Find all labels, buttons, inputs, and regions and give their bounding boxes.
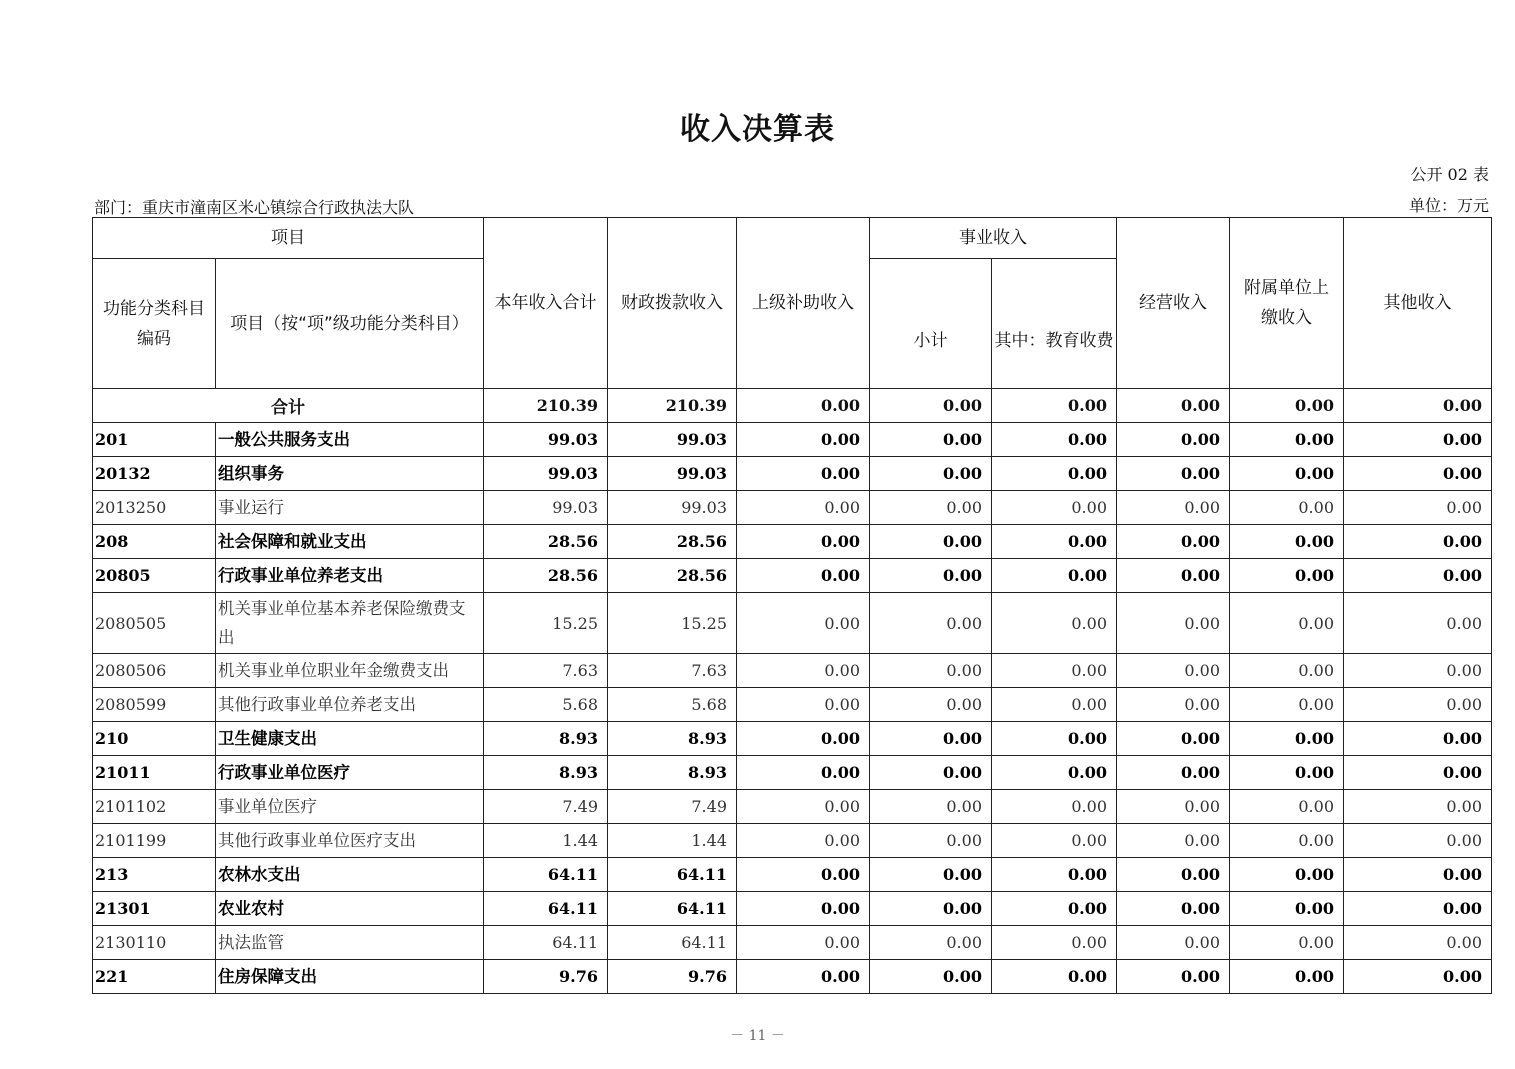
row-value: 0.00 (737, 858, 870, 892)
row-value: 0.00 (737, 525, 870, 559)
row-value: 0.00 (870, 960, 992, 994)
page-title: 收入决算表 (680, 112, 835, 147)
row-value: 8.93 (484, 722, 608, 756)
table-row (93, 790, 1492, 824)
row-value: 0.00 (992, 593, 1117, 654)
row-value: 0.00 (1230, 491, 1344, 525)
row-value: 5.68 (484, 688, 608, 722)
row-value: 0.00 (1230, 688, 1344, 722)
row-code: 2080505 (93, 593, 216, 654)
row-name: 其他行政事业单位养老支出 (216, 688, 484, 722)
total-cell: 0.00 (1117, 389, 1230, 423)
row-value: 0.00 (870, 688, 992, 722)
row-name: 事业运行 (216, 491, 484, 525)
row-value: 0.00 (992, 756, 1117, 790)
row-value: 0.00 (870, 926, 992, 960)
row-value: 0.00 (1230, 960, 1344, 994)
row-code: 21011 (93, 756, 216, 790)
row-value: 0.00 (992, 892, 1117, 926)
row-value: 64.11 (484, 892, 608, 926)
row-value: 0.00 (870, 892, 992, 926)
row-code: 2101199 (93, 824, 216, 858)
row-value: 0.00 (1117, 654, 1230, 688)
row-code: 210 (93, 722, 216, 756)
header-affiliated-income: 附属单位上缴收入 (1230, 218, 1344, 389)
row-name: 机关事业单位基本养老保险缴费支出 (216, 593, 484, 654)
row-value: 64.11 (484, 858, 608, 892)
row-value: 99.03 (484, 491, 608, 525)
row-value: 0.00 (1117, 491, 1230, 525)
form-code: 公开 02 表 (1410, 165, 1489, 184)
table-row (93, 593, 1492, 654)
row-name: 组织事务 (216, 457, 484, 491)
total-cell: 0.00 (992, 389, 1117, 423)
table-row (93, 722, 1492, 756)
row-value: 0.00 (1230, 654, 1344, 688)
row-value: 28.56 (608, 525, 737, 559)
row-value: 0.00 (1344, 722, 1492, 756)
row-value: 0.00 (1344, 457, 1492, 491)
table-row (93, 756, 1492, 790)
row-value: 0.00 (870, 790, 992, 824)
row-name: 住房保障支出 (216, 960, 484, 994)
row-value: 0.00 (1117, 722, 1230, 756)
row-value: 0.00 (992, 654, 1117, 688)
row-value: 0.00 (1117, 457, 1230, 491)
row-name: 一般公共服务支出 (216, 423, 484, 457)
row-value: 0.00 (1344, 525, 1492, 559)
row-value: 7.49 (608, 790, 737, 824)
row-value: 0.00 (1344, 423, 1492, 457)
row-value: 64.11 (484, 926, 608, 960)
row-value: 0.00 (992, 722, 1117, 756)
row-value: 64.11 (608, 892, 737, 926)
row-value: 64.11 (608, 926, 737, 960)
page-number: － 11 － (730, 1028, 785, 1044)
row-value: 0.00 (1344, 858, 1492, 892)
row-value: 15.25 (608, 593, 737, 654)
row-value: 8.93 (608, 756, 737, 790)
row-value: 0.00 (1230, 525, 1344, 559)
row-value: 0.00 (1117, 926, 1230, 960)
header-other-income: 其他收入 (1344, 218, 1492, 389)
row-code: 2130110 (93, 926, 216, 960)
row-value: 0.00 (737, 756, 870, 790)
row-value: 9.76 (608, 960, 737, 994)
row-code: 213 (93, 858, 216, 892)
row-value: 0.00 (870, 824, 992, 858)
header-total-income: 本年收入合计 (484, 218, 608, 389)
row-value: 8.93 (608, 722, 737, 756)
row-name: 执法监管 (216, 926, 484, 960)
row-value: 0.00 (1117, 824, 1230, 858)
row-value: 0.00 (737, 688, 870, 722)
row-value: 0.00 (870, 423, 992, 457)
row-value: 0.00 (1230, 457, 1344, 491)
row-value: 0.00 (1344, 756, 1492, 790)
table-row (93, 559, 1492, 593)
row-value: 0.00 (870, 722, 992, 756)
header-superior-income: 上级补助收入 (737, 218, 870, 389)
row-value: 0.00 (870, 457, 992, 491)
row-value: 7.49 (484, 790, 608, 824)
row-value: 0.00 (1344, 790, 1492, 824)
total-row (93, 389, 1492, 423)
row-value: 0.00 (870, 858, 992, 892)
row-name: 卫生健康支出 (216, 722, 484, 756)
table-row (93, 688, 1492, 722)
header-item-name: 项目（按“项”级功能分类科目） (216, 259, 484, 389)
row-value: 1.44 (608, 824, 737, 858)
row-value: 0.00 (992, 525, 1117, 559)
table-row (93, 654, 1492, 688)
row-name: 机关事业单位职业年金缴费支出 (216, 654, 484, 688)
row-value: 0.00 (1117, 593, 1230, 654)
row-name: 行政事业单位养老支出 (216, 559, 484, 593)
table-row (93, 457, 1492, 491)
row-value: 28.56 (484, 525, 608, 559)
row-name: 社会保障和就业支出 (216, 525, 484, 559)
row-value: 0.00 (870, 559, 992, 593)
row-value: 0.00 (870, 525, 992, 559)
row-code: 20132 (93, 457, 216, 491)
row-value: 0.00 (870, 593, 992, 654)
table-row (93, 525, 1492, 559)
row-value: 0.00 (1117, 790, 1230, 824)
total-label: 合计 (93, 389, 484, 423)
row-value: 0.00 (737, 593, 870, 654)
row-value: 0.00 (1117, 858, 1230, 892)
row-code: 221 (93, 960, 216, 994)
department-label: 部门：重庆市潼南区米心镇综合行政执法大队 (94, 198, 415, 217)
row-value: 0.00 (992, 457, 1117, 491)
row-value: 0.00 (1344, 960, 1492, 994)
row-value: 64.11 (608, 858, 737, 892)
row-value: 0.00 (737, 457, 870, 491)
row-value: 0.00 (1230, 559, 1344, 593)
row-code: 2013250 (93, 491, 216, 525)
row-name: 行政事业单位医疗 (216, 756, 484, 790)
header-education-fee: 其中：教育收费 (992, 259, 1117, 389)
table-row (93, 491, 1492, 525)
row-code: 21301 (93, 892, 216, 926)
row-value: 0.00 (1230, 926, 1344, 960)
row-value: 0.00 (1344, 654, 1492, 688)
row-name: 事业单位医疗 (216, 790, 484, 824)
row-value: 0.00 (1344, 824, 1492, 858)
table-row (93, 824, 1492, 858)
row-value: 0.00 (1344, 688, 1492, 722)
total-cell: 0.00 (1230, 389, 1344, 423)
row-value: 0.00 (737, 722, 870, 756)
row-value: 0.00 (1344, 593, 1492, 654)
total-cell: 210.39 (608, 389, 737, 423)
row-value: 0.00 (1230, 593, 1344, 654)
row-value: 0.00 (992, 688, 1117, 722)
table-row (93, 960, 1492, 994)
row-code: 2101102 (93, 790, 216, 824)
row-value: 7.63 (484, 654, 608, 688)
row-value: 0.00 (1230, 722, 1344, 756)
row-value: 0.00 (737, 559, 870, 593)
row-value: 0.00 (1117, 960, 1230, 994)
row-value: 0.00 (1344, 892, 1492, 926)
row-value: 0.00 (992, 790, 1117, 824)
header-subtotal: 小计 (870, 259, 992, 389)
row-value: 8.93 (484, 756, 608, 790)
row-value: 99.03 (484, 457, 608, 491)
row-value: 0.00 (870, 756, 992, 790)
total-cell: 210.39 (484, 389, 608, 423)
row-value: 0.00 (992, 926, 1117, 960)
row-value: 99.03 (608, 491, 737, 525)
row-value: 0.00 (870, 654, 992, 688)
row-value: 7.63 (608, 654, 737, 688)
row-name: 农业农村 (216, 892, 484, 926)
row-value: 0.00 (992, 559, 1117, 593)
row-value: 15.25 (484, 593, 608, 654)
row-value: 0.00 (870, 491, 992, 525)
row-value: 0.00 (1230, 858, 1344, 892)
row-value: 0.00 (1117, 423, 1230, 457)
total-cell: 0.00 (737, 389, 870, 423)
row-value: 0.00 (737, 423, 870, 457)
row-value: 0.00 (1230, 423, 1344, 457)
row-value: 0.00 (992, 858, 1117, 892)
row-value: 0.00 (737, 926, 870, 960)
header-business-income: 事业收入 (870, 218, 1117, 259)
table-row (93, 423, 1492, 457)
row-value: 0.00 (1230, 824, 1344, 858)
row-value: 0.00 (1344, 559, 1492, 593)
row-value: 99.03 (608, 457, 737, 491)
row-value: 0.00 (1344, 491, 1492, 525)
row-value: 99.03 (608, 423, 737, 457)
row-value: 0.00 (737, 790, 870, 824)
row-value: 0.00 (737, 960, 870, 994)
row-value: 99.03 (484, 423, 608, 457)
header-operating-income: 经营收入 (1117, 218, 1230, 389)
row-code: 2080599 (93, 688, 216, 722)
row-name: 其他行政事业单位医疗支出 (216, 824, 484, 858)
row-value: 0.00 (1230, 892, 1344, 926)
row-value: 0.00 (1117, 525, 1230, 559)
unit-label: 单位：万元 (1408, 196, 1489, 215)
row-code: 2080506 (93, 654, 216, 688)
row-value: 28.56 (484, 559, 608, 593)
row-value: 0.00 (737, 824, 870, 858)
table-row (93, 858, 1492, 892)
row-code: 201 (93, 423, 216, 457)
row-code: 20805 (93, 559, 216, 593)
row-value: 0.00 (992, 423, 1117, 457)
total-cell: 0.00 (1344, 389, 1492, 423)
row-value: 0.00 (737, 892, 870, 926)
income-settlement-table (92, 217, 1492, 994)
table-row (93, 892, 1492, 926)
row-code: 208 (93, 525, 216, 559)
row-value: 0.00 (1117, 756, 1230, 790)
row-value: 0.00 (992, 491, 1117, 525)
row-value: 9.76 (484, 960, 608, 994)
row-value: 28.56 (608, 559, 737, 593)
header-func-code: 功能分类科目编码 (93, 259, 216, 389)
row-value: 1.44 (484, 824, 608, 858)
row-value: 0.00 (737, 654, 870, 688)
row-value: 0.00 (1117, 559, 1230, 593)
total-cell: 0.00 (870, 389, 992, 423)
row-name: 农林水支出 (216, 858, 484, 892)
row-value: 0.00 (1344, 926, 1492, 960)
row-value: 5.68 (608, 688, 737, 722)
row-value: 0.00 (1117, 892, 1230, 926)
row-value: 0.00 (1230, 790, 1344, 824)
row-value: 0.00 (992, 824, 1117, 858)
table-row (93, 926, 1492, 960)
header-fiscal-income: 财政拨款收入 (608, 218, 737, 389)
row-value: 0.00 (737, 491, 870, 525)
row-value: 0.00 (1117, 688, 1230, 722)
header-project: 项目 (93, 218, 484, 259)
row-value: 0.00 (992, 960, 1117, 994)
row-value: 0.00 (1230, 756, 1344, 790)
